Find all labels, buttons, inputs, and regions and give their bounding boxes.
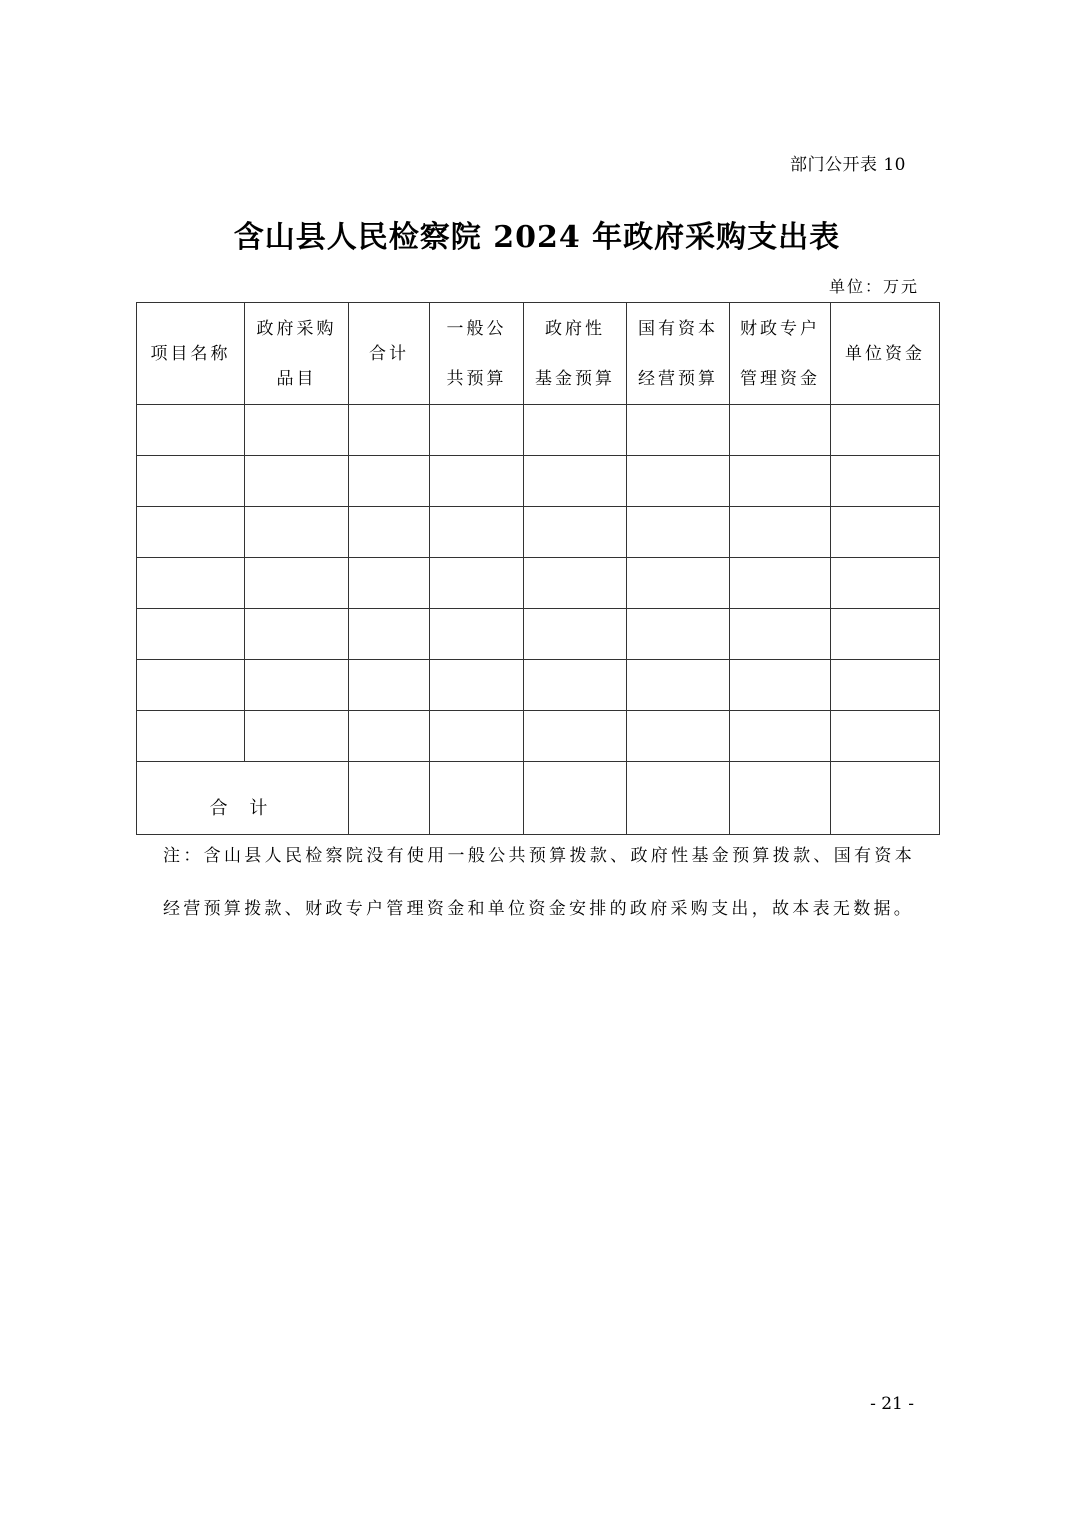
table-cell <box>524 507 627 558</box>
table-cell <box>831 507 940 558</box>
total-cell <box>627 762 730 835</box>
table-cell <box>430 609 524 660</box>
table-cell <box>831 609 940 660</box>
table-cell <box>627 660 730 711</box>
table-row <box>137 558 940 609</box>
table-cell <box>730 609 831 660</box>
table-cell <box>730 711 831 762</box>
table-cell <box>349 660 430 711</box>
total-cell <box>349 762 430 835</box>
header-text: 经营预算 <box>638 368 718 389</box>
table-cell <box>245 507 349 558</box>
header-text: 政府采购 <box>256 318 337 339</box>
table-cell <box>627 609 730 660</box>
header-text: 基金预算 <box>535 368 615 389</box>
table-cell <box>137 660 245 711</box>
table-row <box>137 456 940 507</box>
table-cell <box>245 609 349 660</box>
table-cell <box>245 660 349 711</box>
table-cell <box>349 507 430 558</box>
table-cell <box>627 405 730 456</box>
page-title: 含山县人民检察院 2024 年政府采购支出表 <box>233 220 841 255</box>
table-cell <box>524 660 627 711</box>
table-note: 注：含山县人民检察院没有使用一般公共预算拨款、政府性基金预算拨款、国有资本经营预算拨款、财政专户管理资金和单位资金安排的政府采购支出，故本表无数据。 <box>163 846 915 919</box>
header-text: 单位资金 <box>845 343 925 364</box>
table-row <box>137 405 940 456</box>
header-state-capital-budget <box>627 303 730 405</box>
table-cell <box>245 405 349 456</box>
header-text: 国有资本 <box>638 318 718 339</box>
table-total-row <box>137 762 940 835</box>
table-row <box>137 609 940 660</box>
table-cell <box>524 558 627 609</box>
table-row <box>137 711 940 762</box>
total-cell <box>730 762 831 835</box>
header-fund-budget <box>524 303 627 405</box>
table-cell <box>831 660 940 711</box>
header-text: 项目名称 <box>150 343 231 364</box>
table-cell <box>730 507 831 558</box>
header-project-name <box>137 303 245 405</box>
table-cell <box>524 609 627 660</box>
table-cell <box>137 711 245 762</box>
header-text: 政府性 <box>545 318 605 339</box>
header-text: 管理资金 <box>740 368 820 389</box>
header-text: 一般公 <box>446 318 507 339</box>
table-cell <box>245 711 349 762</box>
header-unit-funds <box>831 303 940 405</box>
total-cell <box>524 762 627 835</box>
table-cell <box>627 507 730 558</box>
table-cell <box>524 456 627 507</box>
table-cell <box>524 711 627 762</box>
table-cell <box>627 711 730 762</box>
total-cell <box>430 762 524 835</box>
table-cell <box>831 711 940 762</box>
total-label: 合 计 <box>137 762 349 835</box>
document-label: 部门公开表 10 <box>789 155 906 175</box>
table-cell <box>831 405 940 456</box>
table-cell <box>627 558 730 609</box>
table-header-row <box>137 303 940 405</box>
table-cell <box>430 558 524 609</box>
table-cell <box>137 507 245 558</box>
table-cell <box>831 558 940 609</box>
table-cell <box>349 609 430 660</box>
header-general-budget <box>430 303 524 405</box>
table-cell <box>730 660 831 711</box>
table-cell <box>524 405 627 456</box>
header-text: 合计 <box>369 343 409 364</box>
procurement-table <box>136 302 940 835</box>
table-cell <box>430 711 524 762</box>
table-cell <box>349 711 430 762</box>
total-cell <box>831 762 940 835</box>
table-cell <box>137 558 245 609</box>
table-cell <box>349 405 430 456</box>
table-cell <box>430 456 524 507</box>
table-cell <box>730 558 831 609</box>
table-cell <box>730 405 831 456</box>
header-text: 共预算 <box>446 368 507 389</box>
header-procurement-item <box>245 303 349 405</box>
table-cell <box>831 456 940 507</box>
header-total <box>349 303 430 405</box>
header-text: 财政专户 <box>740 318 820 339</box>
table-cell <box>245 456 349 507</box>
table-cell <box>730 456 831 507</box>
table-cell <box>137 609 245 660</box>
table-cell <box>349 456 430 507</box>
table-cell <box>137 405 245 456</box>
table-cell <box>245 558 349 609</box>
header-special-account-funds <box>730 303 831 405</box>
table-cell <box>137 456 245 507</box>
page-number: - 21 - <box>870 1394 914 1414</box>
table-row <box>137 507 940 558</box>
table-cell <box>349 558 430 609</box>
table-cell <box>430 507 524 558</box>
table-row <box>137 660 940 711</box>
table-cell <box>430 405 524 456</box>
table-cell <box>627 456 730 507</box>
header-text: 品目 <box>276 368 317 389</box>
unit-label: 单位：万元 <box>828 277 919 296</box>
table-cell <box>430 660 524 711</box>
